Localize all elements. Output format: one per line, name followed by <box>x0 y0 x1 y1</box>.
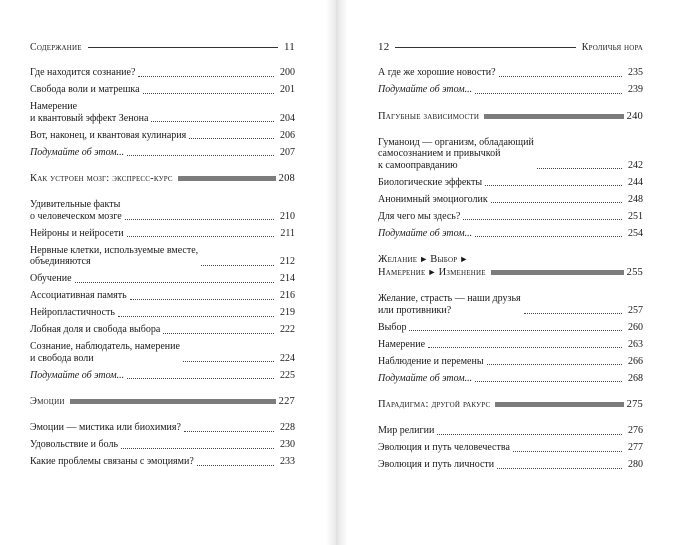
dot-leader <box>75 282 274 283</box>
page-number: 12 <box>378 41 390 53</box>
toc-entry[interactable] <box>30 130 295 142</box>
toc-entry[interactable] <box>30 290 295 302</box>
toc-entry[interactable] <box>30 273 295 285</box>
toc-entry-title: Гуманоид — организм, обладающий самосознанием и привычкой к самооправданию <box>378 136 534 171</box>
toc-entry-page: 212 <box>280 256 295 267</box>
toc-entry-page: 224 <box>280 352 295 364</box>
toc-entry[interactable] <box>378 67 643 79</box>
toc-entry-title: Подумайте об этом... <box>30 146 125 158</box>
toc-entry[interactable] <box>30 456 295 468</box>
dot-leader <box>130 299 274 300</box>
toc-entry-page: 239 <box>628 84 643 95</box>
toc-entry-title: Какие проблемы связаны с эмоциями? <box>30 456 194 467</box>
toc-entry-page: 210 <box>280 210 295 222</box>
toc-entry-title: Сознание, наблюдатель, намерение и свобода воли <box>30 341 180 364</box>
toc-entry[interactable] <box>30 199 295 222</box>
dot-leader <box>475 93 622 94</box>
dot-leader <box>184 431 274 432</box>
header-rule <box>395 47 575 48</box>
toc-entry[interactable] <box>30 341 295 364</box>
section-word: Выбор <box>430 254 458 265</box>
toc-entry[interactable] <box>30 228 295 240</box>
toc-entry-title: Намерение <box>378 338 426 350</box>
toc-entry-title: Ассоциативная память <box>30 290 127 301</box>
dot-leader <box>138 76 274 77</box>
toc-entry-title: Подумайте об этом... <box>378 372 473 384</box>
header-rule <box>88 47 278 48</box>
dot-leader <box>497 468 622 469</box>
toc-entry-title: Подумайте об этом... <box>30 369 125 381</box>
toc-entry-title: Подумайте об этом... <box>378 84 473 95</box>
right-page <box>378 0 643 545</box>
toc-entry[interactable] <box>30 101 295 124</box>
toc-entry-page: 277 <box>628 442 643 453</box>
toc-entry-title: Обучение <box>30 273 72 284</box>
toc-entry-page: 233 <box>280 456 295 467</box>
book-gutter <box>326 0 348 545</box>
toc-section-heading[interactable] <box>30 172 295 185</box>
toc-entry[interactable] <box>378 442 643 454</box>
running-header-title: Кроличья нора <box>581 41 643 53</box>
section-title <box>378 253 643 279</box>
section-page: 227 <box>278 396 295 407</box>
toc-entry[interactable] <box>30 245 295 268</box>
toc-entry[interactable] <box>378 137 643 172</box>
toc-list-right <box>378 67 643 476</box>
toc-entry-page: 254 <box>628 227 643 239</box>
arrow-icon: ► <box>459 254 469 264</box>
toc-section-heading[interactable] <box>378 253 643 279</box>
toc-entry-page: 200 <box>280 67 295 78</box>
toc-entry-title: Подумайте об этом... <box>378 227 473 239</box>
toc-entry-page: 257 <box>628 304 643 316</box>
toc-entry-page: 276 <box>628 425 643 436</box>
toc-entry-title: Эмоции — мистика или биохимия? <box>30 422 181 433</box>
section-page: 240 <box>626 110 643 122</box>
toc-entry-page: 260 <box>628 321 643 333</box>
section-page: 208 <box>278 173 295 184</box>
toc-entry[interactable] <box>378 373 643 385</box>
toc-entry-title: Вот, наконец, и квантовая кулинария <box>30 129 187 141</box>
dot-leader <box>485 185 622 186</box>
dot-leader <box>428 347 622 348</box>
toc-entry[interactable] <box>378 459 643 471</box>
dot-leader <box>118 316 274 317</box>
dot-leader <box>127 155 274 156</box>
dot-leader <box>151 121 274 122</box>
section-page: 275 <box>626 399 643 410</box>
toc-entry-title: Мир религии <box>378 425 435 436</box>
dot-leader <box>125 219 274 220</box>
page-number: 11 <box>284 41 295 53</box>
toc-entry-title: Для чего мы здесь? <box>378 210 461 222</box>
arrow-icon: ► <box>427 267 437 277</box>
dot-leader <box>475 381 622 382</box>
toc-entry-title: Выбор <box>378 321 407 333</box>
dot-leader <box>163 333 274 334</box>
toc-entry-title: Нейроны и нейросети <box>30 227 124 239</box>
toc-entry-page: 280 <box>628 459 643 470</box>
toc-entry-title: Свобода воли и матрешка <box>30 84 140 95</box>
toc-entry[interactable] <box>378 177 643 189</box>
section-bar <box>495 402 623 407</box>
toc-entry-title: Намерение и квантовый эффект Зенона <box>30 101 149 124</box>
toc-entry[interactable] <box>30 84 295 96</box>
running-header-left <box>30 40 295 54</box>
toc-entry[interactable] <box>30 370 295 382</box>
section-title: Парадигма: другой ракурс <box>378 399 491 410</box>
toc-entry-title: Эволюция и путь человечества <box>378 442 510 453</box>
toc-entry[interactable] <box>378 293 643 316</box>
toc-entry-page: 201 <box>280 84 295 95</box>
section-title-line <box>378 266 643 279</box>
dot-leader <box>201 265 274 266</box>
toc-entry[interactable] <box>378 425 643 437</box>
section-word: Намерение <box>378 267 426 278</box>
toc-entry-page: 248 <box>628 193 643 205</box>
toc-entry-page: 204 <box>280 112 295 124</box>
toc-list-left <box>30 67 295 473</box>
toc-section-heading[interactable] <box>30 395 295 408</box>
dot-leader <box>491 202 622 203</box>
toc-entry[interactable] <box>30 439 295 451</box>
toc-entry[interactable] <box>378 339 643 351</box>
toc-entry-page: 222 <box>280 324 295 335</box>
running-header-right <box>378 40 643 54</box>
section-bar <box>70 399 276 404</box>
section-bar <box>484 114 624 119</box>
dot-leader <box>437 434 622 435</box>
section-title: Эмоции <box>30 396 65 407</box>
toc-entry[interactable] <box>30 147 295 159</box>
toc-entry-title: Нейропластичность <box>30 307 115 318</box>
toc-entry-title: Эволюция и путь личности <box>378 459 495 470</box>
toc-entry-title: Удивительные факты о человеческом мозге <box>30 199 122 222</box>
toc-entry[interactable] <box>378 322 643 334</box>
toc-entry-page: 207 <box>280 146 295 158</box>
toc-entry[interactable] <box>30 324 295 336</box>
dot-leader <box>487 364 622 365</box>
toc-entry[interactable] <box>378 84 643 96</box>
section-word: Изменение <box>438 267 486 278</box>
toc-entry-page: 242 <box>628 159 643 171</box>
toc-entry-title: Наблюдение и перемены <box>378 355 484 367</box>
left-page <box>30 0 295 545</box>
toc-section-heading[interactable] <box>378 398 643 411</box>
toc-entry-page: 251 <box>628 210 643 222</box>
toc-entry[interactable] <box>378 228 643 240</box>
toc-entry[interactable] <box>30 422 295 434</box>
dot-leader <box>513 451 622 452</box>
arrow-icon: ► <box>419 254 429 264</box>
section-bar <box>178 176 276 181</box>
section-page: 255 <box>626 267 643 278</box>
toc-entry-title: А где же хорошие новости? <box>378 67 496 78</box>
toc-entry-page: 263 <box>628 338 643 350</box>
section-title: Пагубные зависимости <box>378 110 480 122</box>
toc-entry-title: Где находится сознание? <box>30 67 136 78</box>
dot-leader <box>127 378 274 379</box>
dot-leader <box>143 93 274 94</box>
dot-leader <box>463 219 622 220</box>
dot-leader <box>499 76 622 77</box>
dot-leader <box>127 236 274 237</box>
section-bar <box>491 270 624 275</box>
toc-section-heading[interactable] <box>378 110 643 123</box>
toc-entry-title: Анонимный эмоциоголик <box>378 193 488 205</box>
dot-leader <box>524 313 622 314</box>
dot-leader <box>537 168 622 169</box>
section-word: Желание <box>378 254 418 265</box>
running-header-title: Содержание <box>30 41 82 53</box>
toc-entry-title: Биологические эффекты <box>378 176 483 188</box>
toc-entry[interactable] <box>378 211 643 223</box>
toc-entry-page: 214 <box>280 273 295 284</box>
dot-leader <box>409 330 622 331</box>
dot-leader <box>197 465 274 466</box>
toc-entry-page: 216 <box>280 290 295 301</box>
toc-entry-title: Лобная доля и свобода выбора <box>30 324 161 335</box>
toc-entry-title: Желание, страсть — наши друзья или противники? <box>378 293 521 316</box>
toc-entry[interactable] <box>30 67 295 79</box>
dot-leader <box>183 361 274 362</box>
toc-entry-page: 230 <box>280 439 295 450</box>
section-title-line <box>378 253 643 266</box>
toc-entry-page: 206 <box>280 129 295 141</box>
dot-leader <box>121 448 274 449</box>
toc-entry-title: Удовольствие и боль <box>30 439 119 450</box>
dot-leader <box>475 236 622 237</box>
toc-entry-page: 211 <box>280 227 295 239</box>
toc-entry-page: 225 <box>280 369 295 381</box>
toc-entry-page: 244 <box>628 176 643 188</box>
toc-entry[interactable] <box>378 356 643 368</box>
toc-entry-page: 235 <box>628 67 643 78</box>
toc-entry-title: Нервные клетки, используемые вместе, объединяются <box>30 244 199 267</box>
toc-entry[interactable] <box>30 307 295 319</box>
dot-leader <box>189 138 274 139</box>
section-title: Как устроен мозг: экспресс-курс <box>30 173 173 184</box>
toc-entry-page: 219 <box>280 307 295 318</box>
toc-entry-page: 228 <box>280 422 295 433</box>
toc-entry[interactable] <box>378 194 643 206</box>
toc-entry-page: 266 <box>628 355 643 367</box>
toc-entry-page: 268 <box>628 372 643 384</box>
